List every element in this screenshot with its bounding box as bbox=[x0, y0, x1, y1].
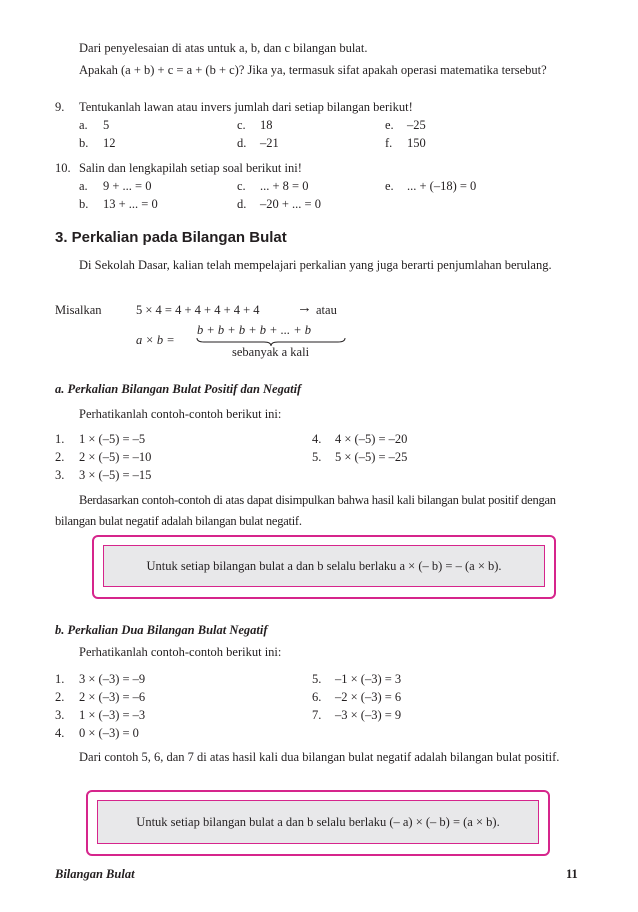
section-title: 3. Perkalian pada Bilangan Bulat bbox=[55, 229, 287, 246]
example-number: 3. bbox=[55, 708, 65, 722]
q10-opt-value: 9 + ... = 0 bbox=[103, 179, 152, 193]
q10-text: Salin dan lengkapilah setiap soal berikut ini! bbox=[79, 161, 302, 175]
q10-opt-label: e. bbox=[385, 179, 394, 193]
arrow-icon: → bbox=[297, 300, 312, 316]
subsection-b-title: b. Perkalian Dua Bilangan Bulat Negatif bbox=[55, 623, 268, 637]
section-paragraph: Di Sekolah Dasar, kalian telah mempelajari perkalian yang juga berarti penjumlahan berulang. bbox=[79, 258, 552, 272]
q9-opt-value: 12 bbox=[103, 136, 116, 150]
equation-general-underlabel: sebanyak a kali bbox=[232, 345, 310, 359]
rule-b-inner bbox=[97, 800, 539, 844]
example-expression: –3 × (–3) = 9 bbox=[335, 708, 402, 722]
q10-opt-value: ... + (–18) = 0 bbox=[407, 179, 477, 193]
example-number: 3. bbox=[55, 468, 65, 482]
rule-a-inner bbox=[103, 545, 545, 587]
q9-text: Tentukanlah lawan atau invers jumlah dari setiap bilangan berikut! bbox=[79, 100, 413, 114]
q9-opt-value: 150 bbox=[407, 136, 426, 150]
example-number: 1. bbox=[55, 432, 65, 446]
q10-opt-value: 13 + ... = 0 bbox=[103, 197, 158, 211]
footer-page-number: 11 bbox=[566, 867, 578, 881]
q10-opt-value: –20 + ... = 0 bbox=[260, 197, 321, 211]
rule-box-b bbox=[86, 790, 550, 856]
example-expression: 4 × (–5) = –20 bbox=[335, 432, 408, 446]
equation-multiplication: 5 × 4 = 4 + 4 + 4 + 4 + 4 bbox=[136, 303, 260, 317]
q9-opt-value: –25 bbox=[407, 118, 426, 132]
example-expression: 3 × (–5) = –15 bbox=[79, 468, 152, 482]
subsection-a-intro: Perhatikanlah contoh-contoh berikut ini: bbox=[79, 407, 282, 421]
q10-number: 10. bbox=[55, 161, 71, 175]
q9-opt-label: d. bbox=[237, 136, 247, 150]
q9-opt-value: 18 bbox=[260, 118, 273, 132]
example-number: 1. bbox=[55, 672, 65, 686]
q9-opt-value: –21 bbox=[260, 136, 279, 150]
example-number: 2. bbox=[55, 690, 65, 704]
example-expression: 0 × (–3) = 0 bbox=[79, 726, 139, 740]
subsection-a-title: a. Perkalian Bilangan Bulat Positif dan Negatif bbox=[55, 382, 302, 396]
subsection-b-intro: Perhatikanlah contoh-contoh berikut ini: bbox=[79, 645, 282, 659]
rule-b-text: Untuk setiap bilangan bulat a dan b selalu berlaku (– a) × (– b) = (a × b). bbox=[136, 814, 500, 829]
q10-opt-label: d. bbox=[237, 197, 247, 211]
misalkan-label: Misalkan bbox=[55, 303, 102, 317]
example-number: 5. bbox=[312, 672, 322, 686]
example-number: 4. bbox=[312, 432, 322, 446]
example-expression: 2 × (–3) = –6 bbox=[79, 690, 146, 704]
q9-opt-label: e. bbox=[385, 118, 394, 132]
example-expression: 1 × (–5) = –5 bbox=[79, 432, 146, 446]
example-expression: 1 × (–3) = –3 bbox=[79, 708, 146, 722]
q9-number: 9. bbox=[55, 100, 65, 114]
equation-general-lhs: a × b = bbox=[136, 333, 175, 347]
q10-opt-value: ... + 8 = 0 bbox=[260, 179, 309, 193]
q10-opt-label: b. bbox=[79, 197, 89, 211]
example-number: 6. bbox=[312, 690, 322, 704]
rule-a-text: Untuk setiap bilangan bulat a dan b selalu berlaku a × (– b) = – (a × b). bbox=[146, 558, 502, 573]
q9-opt-label: c. bbox=[237, 118, 246, 132]
example-expression: 3 × (–3) = –9 bbox=[79, 672, 146, 686]
q10-opt-label: a. bbox=[79, 179, 88, 193]
example-expression: –1 × (–3) = 3 bbox=[335, 672, 402, 686]
q9-opt-value: 5 bbox=[103, 118, 110, 132]
footer-chapter: Bilangan Bulat bbox=[55, 867, 135, 881]
q9-opt-label: a. bbox=[79, 118, 88, 132]
example-expression: –2 × (–3) = 6 bbox=[335, 690, 402, 704]
example-expression: 5 × (–5) = –25 bbox=[335, 450, 408, 464]
q10-opt-label: c. bbox=[237, 179, 246, 193]
equation-general-sum: b + b + b + b + ... + b bbox=[197, 323, 312, 337]
rule-box-a bbox=[92, 535, 556, 599]
intro-line1: Dari penyelesaian di atas untuk a, b, dan c bilangan bulat. bbox=[79, 41, 368, 55]
example-number: 5. bbox=[312, 450, 322, 464]
example-number: 4. bbox=[55, 726, 65, 740]
example-number: 2. bbox=[55, 450, 65, 464]
example-expression: 2 × (–5) = –10 bbox=[79, 450, 152, 464]
subsection-b-conclusion: Dari contoh 5, 6, dan 7 di atas hasil kali dua bilangan bulat negatif adalah bilangan bulat positif. bbox=[79, 750, 560, 764]
intro-line2: Apakah (a + b) + c = a + (b + c)? Jika ya, termasuk sifat apakah operasi matematika tersebut? bbox=[79, 63, 547, 77]
example-number: 7. bbox=[312, 708, 322, 722]
q9-opt-label: f. bbox=[385, 136, 393, 150]
q9-opt-label: b. bbox=[79, 136, 89, 150]
atau-label: atau bbox=[316, 303, 337, 317]
subsection-a-conclusion: Berdasarkan contoh-contoh di atas dapat disimpulkan bahwa hasil kali bilangan bulat positif dengan bilangan bulat negatif adalah bilangan bulat negatif. bbox=[55, 493, 556, 528]
